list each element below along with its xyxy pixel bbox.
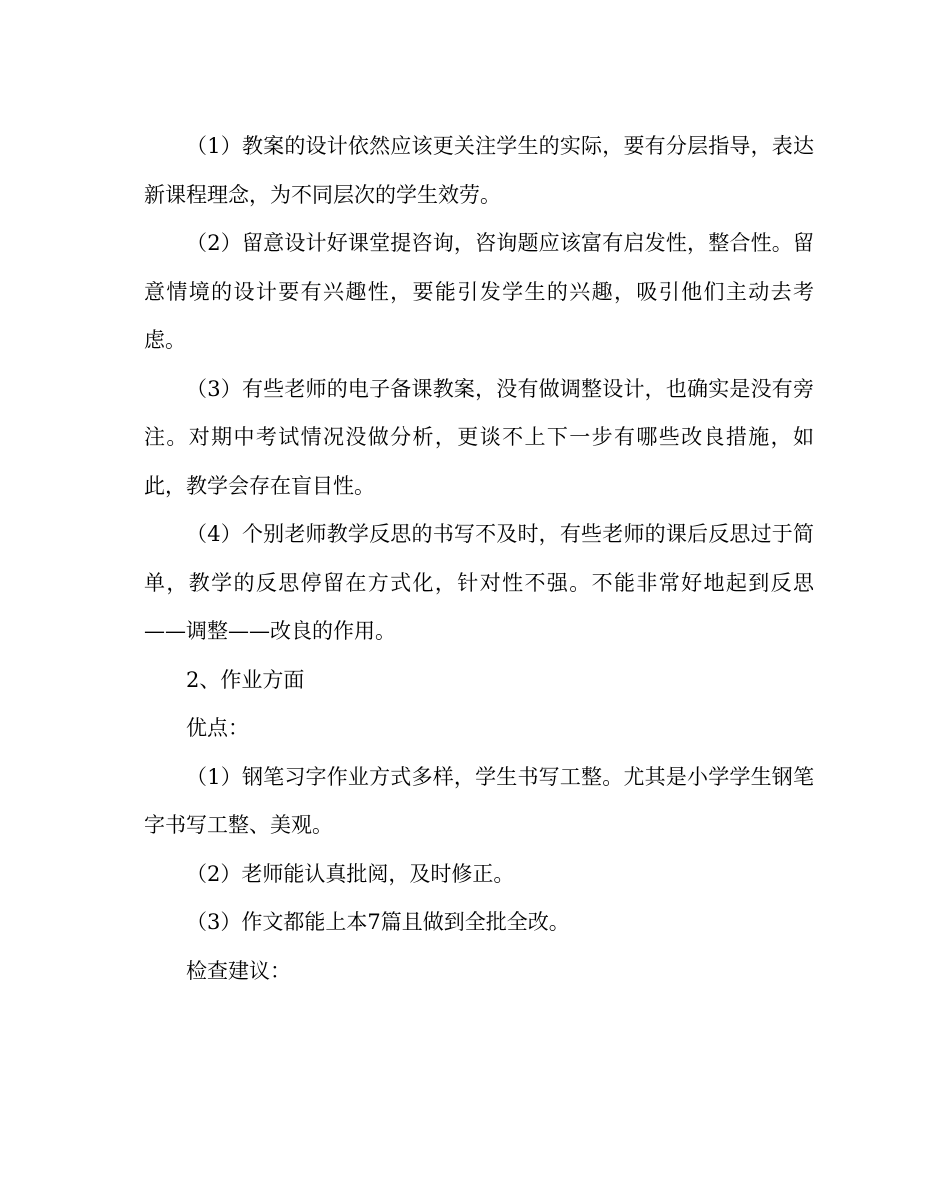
paragraph-teaching-plan-2: （2）留意设计好课堂提咨询，咨询题应该富有启发性，整合性。留意情境的设计要有兴趣性，要能引发学生的兴趣，吸引他们主动去考虑。 bbox=[144, 231, 814, 352]
paragraph-homework-3: （3）作文都能上本7篇且做到全批全改。 bbox=[186, 910, 570, 934]
section-heading-homework: 2、作业方面 bbox=[186, 667, 305, 692]
document-page bbox=[144, 122, 814, 995]
subheading-strengths: 优点： bbox=[186, 716, 249, 740]
paragraph-homework-2: （2）老师能认真批阅，及时修正。 bbox=[186, 861, 515, 886]
subheading-suggestions: 检查建议： bbox=[186, 958, 291, 983]
paragraph-homework-1: （1）钢笔习字作业方式多样，学生书写工整。尤其是小学学生钢笔字书写工整、美观。 bbox=[144, 764, 814, 837]
paragraph-teaching-plan-3: （3）有些老师的电子备课教案，没有做调整设计，也确实是没有旁注。对期中考试情况没做分析，更谈不上下一步有哪些改良措施，如此，教学会存在盲目性。 bbox=[144, 376, 814, 498]
paragraph-teaching-plan-1: （1）教案的设计依然应该更关注学生的实际，要有分层指导，表达新课程理念，为不同层次的学生效劳。 bbox=[144, 134, 814, 207]
paragraph-teaching-plan-4: （4）个别老师教学反思的书写不及时，有些老师的课后反思过于简单，教学的反思停留在方式化，针对性不强。不能非常好地起到反思——调整——改良的作用。 bbox=[144, 522, 814, 643]
